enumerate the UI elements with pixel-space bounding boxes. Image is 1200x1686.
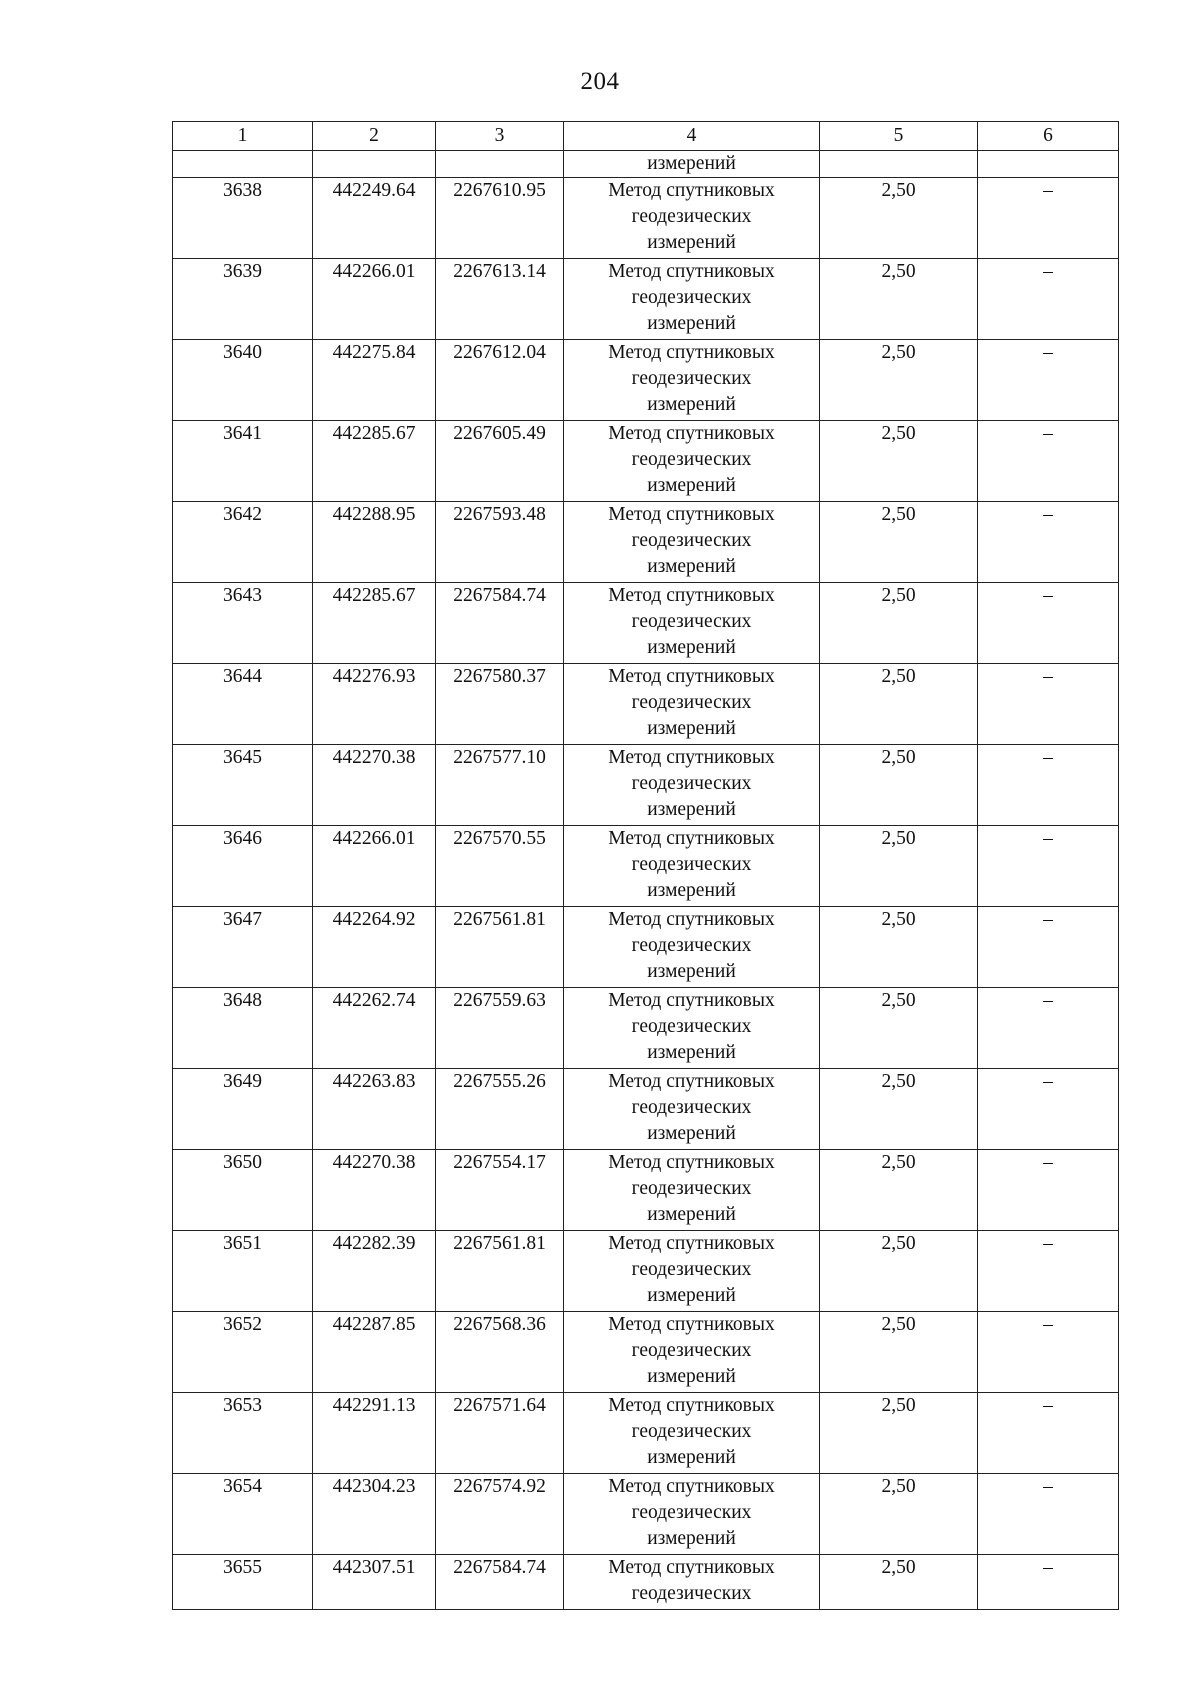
coord-x: 442275.84 — [313, 340, 436, 421]
method-line-2: геодезических — [631, 1097, 752, 1118]
note: – — [978, 988, 1119, 1069]
method — [564, 1555, 820, 1610]
method — [564, 259, 820, 340]
method-line-1: Метод спутниковых — [608, 747, 775, 768]
method-line-3: измерений — [647, 1366, 736, 1387]
table-row — [173, 826, 1119, 907]
precision: 2,50 — [820, 340, 978, 421]
header-col-2: 2 — [313, 122, 436, 151]
precision: 2,50 — [820, 1555, 978, 1610]
method — [564, 1393, 820, 1474]
point-number: 3650 — [173, 1150, 313, 1231]
point-number: 3649 — [173, 1069, 313, 1150]
method-line-2: геодезических — [631, 287, 752, 308]
table-row — [173, 988, 1119, 1069]
method-line-3: измерений — [647, 1447, 736, 1468]
coord-y: 2267568.36 — [436, 1312, 564, 1393]
note: – — [978, 1150, 1119, 1231]
coord-y: 2267605.49 — [436, 421, 564, 502]
method-line-2: геодезических — [631, 773, 752, 794]
method-line-2: геодезических — [631, 1502, 752, 1523]
method — [564, 988, 820, 1069]
coord-x: 442291.13 — [313, 1393, 436, 1474]
note: – — [978, 421, 1119, 502]
coord-y: 2267574.92 — [436, 1474, 564, 1555]
precision: 2,50 — [820, 745, 978, 826]
note: – — [978, 502, 1119, 583]
method-line-2: геодезических — [631, 1421, 752, 1442]
point-number: 3654 — [173, 1474, 313, 1555]
coord-x: 442287.85 — [313, 1312, 436, 1393]
coord-x: 442282.39 — [313, 1231, 436, 1312]
method-line-3: измерений — [647, 961, 736, 982]
method-line-3: измерений — [647, 394, 736, 415]
note: – — [978, 1474, 1119, 1555]
point-number: 3638 — [173, 178, 313, 259]
method-line-1: Метод спутниковых — [608, 828, 775, 849]
table-row — [173, 340, 1119, 421]
table-row — [173, 178, 1119, 259]
note: – — [978, 1393, 1119, 1474]
method-line-2: геодезических — [631, 1178, 752, 1199]
coord-y: 2267577.10 — [436, 745, 564, 826]
method-line-1: Метод спутниковых — [608, 180, 775, 201]
method-line-2: геодезических — [631, 1340, 752, 1361]
table-row — [173, 259, 1119, 340]
method — [564, 745, 820, 826]
method — [564, 664, 820, 745]
method — [564, 583, 820, 664]
table-row — [173, 583, 1119, 664]
method — [564, 1312, 820, 1393]
method-line-3: измерений — [647, 1204, 736, 1225]
precision: 2,50 — [820, 1231, 978, 1312]
coord-x: 442264.92 — [313, 907, 436, 988]
method-line-1: Метод спутниковых — [608, 1152, 775, 1173]
point-number: 3644 — [173, 664, 313, 745]
point-number: 3653 — [173, 1393, 313, 1474]
method-line-3: измерений — [647, 880, 736, 901]
method-line-1: Метод спутниковых — [608, 990, 775, 1011]
precision: 2,50 — [820, 1150, 978, 1231]
method-line-3: измерений — [647, 232, 736, 253]
method — [564, 1150, 820, 1231]
point-number: 3652 — [173, 1312, 313, 1393]
precision: 2,50 — [820, 988, 978, 1069]
precision: 2,50 — [820, 502, 978, 583]
header-col-5: 5 — [820, 122, 978, 151]
method-line-1: Метод спутниковых — [608, 1395, 775, 1416]
method-line-3: измерений — [647, 1528, 736, 1549]
method-line-3: измерений — [647, 475, 736, 496]
coord-x: 442263.83 — [313, 1069, 436, 1150]
coord-x: 442262.74 — [313, 988, 436, 1069]
method-line-1: Метод спутниковых — [608, 1476, 775, 1497]
table-row — [173, 1393, 1119, 1474]
table-header-row — [173, 122, 1119, 151]
coord-y: 2267593.48 — [436, 502, 564, 583]
coord-x: 442307.51 — [313, 1555, 436, 1610]
method-line-1: Метод спутниковых — [608, 342, 775, 363]
method-line-1: Метод спутниковых — [608, 504, 775, 525]
coord-y: 2267570.55 — [436, 826, 564, 907]
table-row — [173, 745, 1119, 826]
method-line-3: измерений — [647, 1285, 736, 1306]
method-line-2: геодезических — [631, 1583, 752, 1604]
precision: 2,50 — [820, 178, 978, 259]
coord-y: 2267559.63 — [436, 988, 564, 1069]
precision: 2,50 — [820, 1312, 978, 1393]
method-line-2: геодезических — [631, 530, 752, 551]
method — [564, 421, 820, 502]
precision: 2,50 — [820, 1474, 978, 1555]
method-line-3: измерений — [647, 313, 736, 334]
method — [564, 1069, 820, 1150]
point-number: 3646 — [173, 826, 313, 907]
coord-x: 442249.64 — [313, 178, 436, 259]
coord-y: 2267561.81 — [436, 1231, 564, 1312]
method-line-1: Метод спутниковых — [608, 1071, 775, 1092]
coord-x: 442266.01 — [313, 259, 436, 340]
method-line-2: геодезических — [631, 1016, 752, 1037]
note: – — [978, 178, 1119, 259]
method-line-2: геодезических — [631, 692, 752, 713]
note: – — [978, 259, 1119, 340]
method-line-2: геодезических — [631, 611, 752, 632]
point-number: 3641 — [173, 421, 313, 502]
table-row — [173, 1555, 1119, 1610]
table-row — [173, 502, 1119, 583]
coord-x: 442288.95 — [313, 502, 436, 583]
method-line-3: измерений — [647, 637, 736, 658]
point-number: 3655 — [173, 1555, 313, 1610]
table-row — [173, 907, 1119, 988]
method — [564, 1231, 820, 1312]
point-number: 3643 — [173, 583, 313, 664]
point-number: 3645 — [173, 745, 313, 826]
method-line-1: Метод спутниковых — [608, 1233, 775, 1254]
note: – — [978, 1231, 1119, 1312]
method — [564, 178, 820, 259]
note: – — [978, 907, 1119, 988]
method — [564, 907, 820, 988]
coord-x: 442285.67 — [313, 421, 436, 502]
point-number: 3647 — [173, 907, 313, 988]
method-line-3: измерений — [647, 556, 736, 577]
precision: 2,50 — [820, 907, 978, 988]
point-number: 3651 — [173, 1231, 313, 1312]
page-number: 204 — [580, 68, 620, 95]
table-row — [173, 1474, 1119, 1555]
method-line-3: измерений — [647, 799, 736, 820]
continuation-text: измерений — [564, 151, 820, 178]
point-number: 3642 — [173, 502, 313, 583]
precision: 2,50 — [820, 664, 978, 745]
method-line-2: геодезических — [631, 368, 752, 389]
coordinates-table — [172, 121, 1119, 1610]
note: – — [978, 1312, 1119, 1393]
method-line-3: измерений — [647, 1123, 736, 1144]
precision: 2,50 — [820, 1069, 978, 1150]
note: – — [978, 826, 1119, 907]
point-number: 3640 — [173, 340, 313, 421]
coord-y: 2267554.17 — [436, 1150, 564, 1231]
method-line-1: Метод спутниковых — [608, 1314, 775, 1335]
header-col-3: 3 — [436, 122, 564, 151]
method-line-2: геодезических — [631, 935, 752, 956]
method-line-2: геодезических — [631, 1259, 752, 1280]
note: – — [978, 583, 1119, 664]
note: – — [978, 745, 1119, 826]
method — [564, 502, 820, 583]
note: – — [978, 1555, 1119, 1610]
method-line-2: геодезических — [631, 206, 752, 227]
precision: 2,50 — [820, 583, 978, 664]
precision: 2,50 — [820, 826, 978, 907]
coord-y: 2267555.26 — [436, 1069, 564, 1150]
coord-y: 2267561.81 — [436, 907, 564, 988]
method-line-2: геодезических — [631, 854, 752, 875]
coord-y: 2267613.14 — [436, 259, 564, 340]
note: – — [978, 1069, 1119, 1150]
method — [564, 826, 820, 907]
precision: 2,50 — [820, 1393, 978, 1474]
precision: 2,50 — [820, 259, 978, 340]
coord-y: 2267584.74 — [436, 583, 564, 664]
method-line-1: Метод спутниковых — [608, 666, 775, 687]
point-number: 3639 — [173, 259, 313, 340]
point-number: 3648 — [173, 988, 313, 1069]
method — [564, 340, 820, 421]
header-col-4: 4 — [564, 122, 820, 151]
coord-y: 2267580.37 — [436, 664, 564, 745]
table-row — [173, 664, 1119, 745]
table-row — [173, 1231, 1119, 1312]
note: – — [978, 340, 1119, 421]
table-row — [173, 1150, 1119, 1231]
header-col-6: 6 — [978, 122, 1119, 151]
note: – — [978, 664, 1119, 745]
continuation-row — [173, 151, 1119, 178]
coord-x: 442270.38 — [313, 745, 436, 826]
method-line-3: измерений — [647, 1042, 736, 1063]
method-line-1: Метод спутниковых — [608, 909, 775, 930]
coord-y: 2267610.95 — [436, 178, 564, 259]
coord-y: 2267584.74 — [436, 1555, 564, 1610]
method-line-3: измерений — [647, 718, 736, 739]
coord-x: 442266.01 — [313, 826, 436, 907]
method-line-2: геодезических — [631, 449, 752, 470]
table-row — [173, 1069, 1119, 1150]
coord-x: 442285.67 — [313, 583, 436, 664]
method-line-1: Метод спутниковых — [608, 1557, 775, 1578]
method-line-1: Метод спутниковых — [608, 261, 775, 282]
coord-x: 442304.23 — [313, 1474, 436, 1555]
table-row — [173, 1312, 1119, 1393]
coord-x: 442270.38 — [313, 1150, 436, 1231]
precision: 2,50 — [820, 421, 978, 502]
coord-y: 2267571.64 — [436, 1393, 564, 1474]
method — [564, 1474, 820, 1555]
header-col-1: 1 — [173, 122, 313, 151]
method-line-1: Метод спутниковых — [608, 585, 775, 606]
table-row — [173, 421, 1119, 502]
method-line-1: Метод спутниковых — [608, 423, 775, 444]
coord-y: 2267612.04 — [436, 340, 564, 421]
coord-x: 442276.93 — [313, 664, 436, 745]
